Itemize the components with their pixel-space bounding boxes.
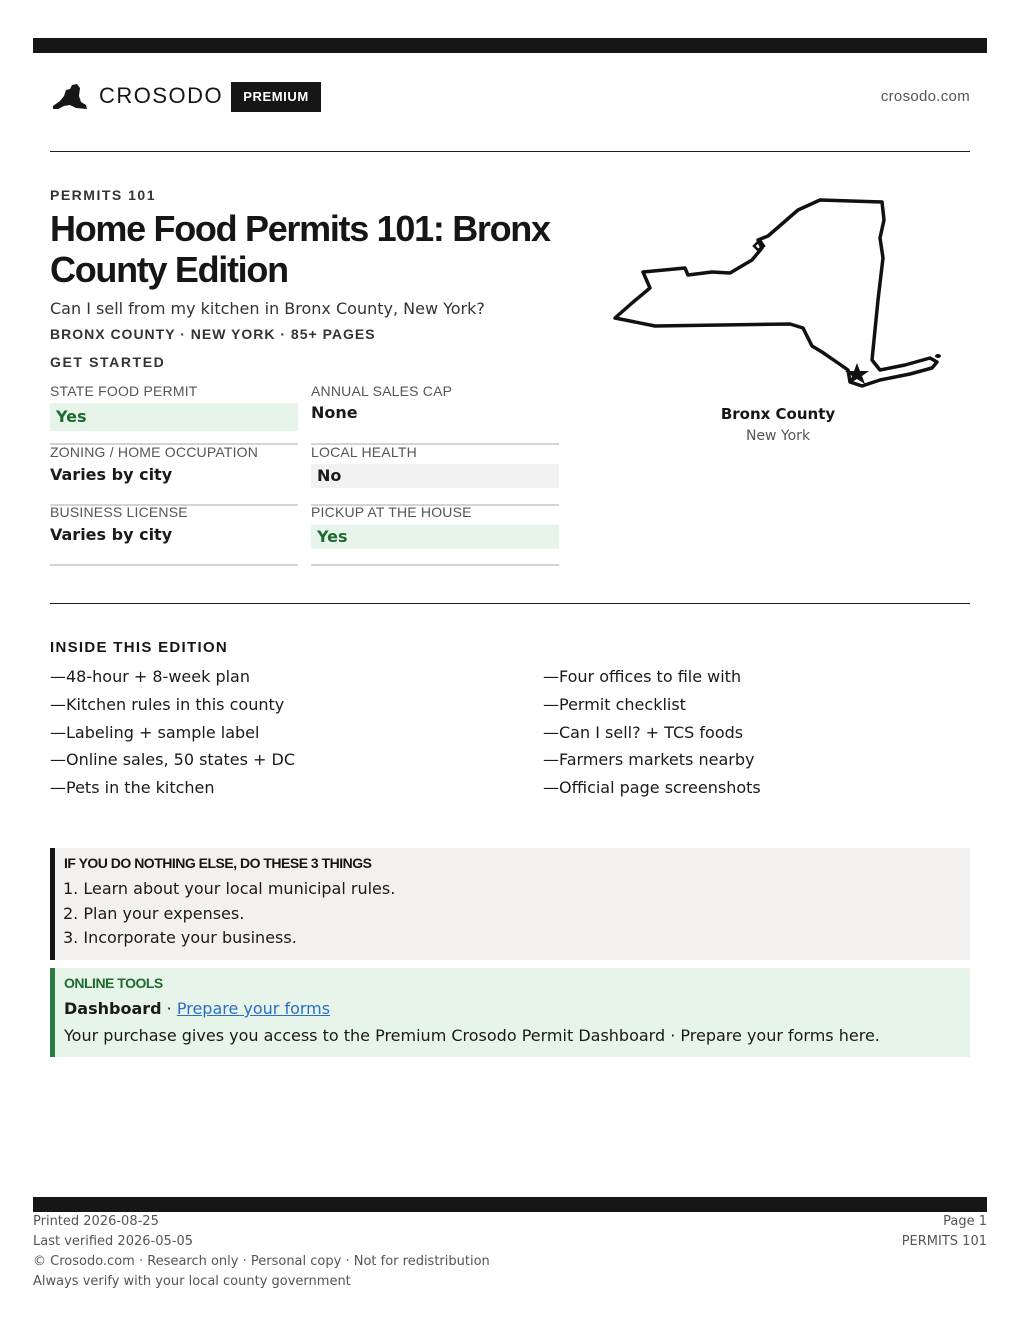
footer-right	[902, 1212, 987, 1252]
toc-item: —Farmers markets nearby	[543, 750, 755, 770]
callout-heading: IF YOU DO NOTHING ELSE, DO THESE 3 THINGS	[64, 855, 372, 871]
copyright-note: © Crosodo.com · Research only · Personal copy · Not for redistribution	[33, 1254, 490, 1269]
field-pickup-at-house	[311, 504, 559, 566]
bottom-bar	[33, 1197, 987, 1212]
dashboard-label: Dashboard	[64, 999, 162, 1018]
three-things-list	[63, 877, 395, 951]
toc-item: —48-hour + 8-week plan	[50, 667, 250, 686]
field-underline	[311, 564, 559, 566]
toc-item: —Labeling + sample label	[50, 722, 260, 742]
toc-item: —Permit checklist	[543, 694, 686, 714]
field-zoning	[50, 444, 298, 506]
toc-list-left	[50, 666, 295, 805]
verified-date: Last verified 2026-05-05	[33, 1234, 193, 1249]
header	[50, 78, 970, 118]
printed-date: Printed 2026-08-25	[33, 1214, 159, 1229]
new-york-logo-icon	[52, 82, 88, 112]
tools-line	[64, 999, 330, 1018]
toc-list-right	[543, 666, 761, 805]
footer-section: PERMITS 101	[901, 1234, 987, 1249]
online-tools-callout	[50, 968, 970, 1057]
toc-item: —Pets in the kitchen	[50, 778, 215, 798]
field-annual-sales-cap	[311, 383, 559, 445]
site-url[interactable]: crosodo.com	[880, 88, 970, 105]
map-state-label: New York	[745, 428, 811, 444]
edition-meta: BRONX COUNTY · NEW YORK · 85+ PAGES	[50, 326, 376, 342]
toc-item: —Can I sell? + TCS foods	[543, 722, 744, 742]
list-item: 3. Incorporate your business.	[63, 928, 297, 947]
field-value: Varies by city	[50, 525, 173, 544]
field-label: ZONING / HOME OCCUPATION	[50, 444, 259, 460]
new-york-state-map	[605, 190, 950, 395]
field-value: Yes	[50, 403, 298, 431]
toc-item: —Kitchen rules in this county	[50, 694, 285, 714]
field-label: LOCAL HEALTH	[311, 444, 417, 460]
page-number: Page 1	[943, 1214, 987, 1229]
separator: ·	[161, 999, 177, 1018]
map-county-label: Bronx County	[720, 405, 836, 423]
field-label: STATE FOOD PERMIT	[50, 383, 198, 399]
field-value: None	[311, 403, 358, 422]
prepare-forms-link[interactable]: Prepare your forms	[176, 999, 331, 1018]
field-value: Yes	[311, 525, 559, 549]
toc-item: —Four offices to file with	[543, 667, 742, 686]
list-item: 1. Learn about your local municipal rules.	[63, 879, 396, 898]
three-things-callout	[50, 848, 970, 960]
field-business-license	[50, 504, 298, 566]
toc-item: —Online sales, 50 states + DC	[50, 750, 296, 770]
toc-item: —Official page screenshots	[543, 778, 761, 798]
field-label: ANNUAL SALES CAP	[311, 383, 453, 399]
field-value: Varies by city	[50, 465, 173, 484]
page-subtitle: Can I sell from my kitchen in Bronx County, New York?	[50, 299, 485, 318]
tools-description: Your purchase gives you access to the Premium Crosodo Permit Dashboard · Prepare your forms here.	[64, 1026, 880, 1045]
field-underline	[50, 564, 298, 566]
field-state-food-permit	[50, 383, 298, 445]
eyebrow-label: PERMITS 101	[50, 187, 156, 203]
brand-name[interactable]: CROSODO	[99, 83, 224, 108]
premium-badge: PREMIUM	[231, 82, 321, 112]
footer-left	[33, 1212, 490, 1292]
field-label: BUSINESS LICENSE	[50, 504, 188, 520]
verify-note: Always verify with your local county government	[33, 1274, 351, 1289]
section-divider	[50, 603, 970, 604]
field-local-health	[311, 444, 559, 506]
callout-heading: ONLINE TOOLS	[64, 975, 163, 991]
top-bar	[33, 38, 987, 53]
list-item: 2. Plan your expenses.	[63, 903, 245, 923]
field-value: No	[311, 464, 559, 488]
page-title: Home Food Permits 101: Bronx County Edition	[50, 208, 550, 290]
inside-heading: INSIDE THIS EDITION	[50, 639, 229, 656]
get-started-heading: GET STARTED	[50, 354, 166, 370]
header-divider	[50, 151, 970, 152]
field-label: PICKUP AT THE HOUSE	[311, 504, 472, 520]
